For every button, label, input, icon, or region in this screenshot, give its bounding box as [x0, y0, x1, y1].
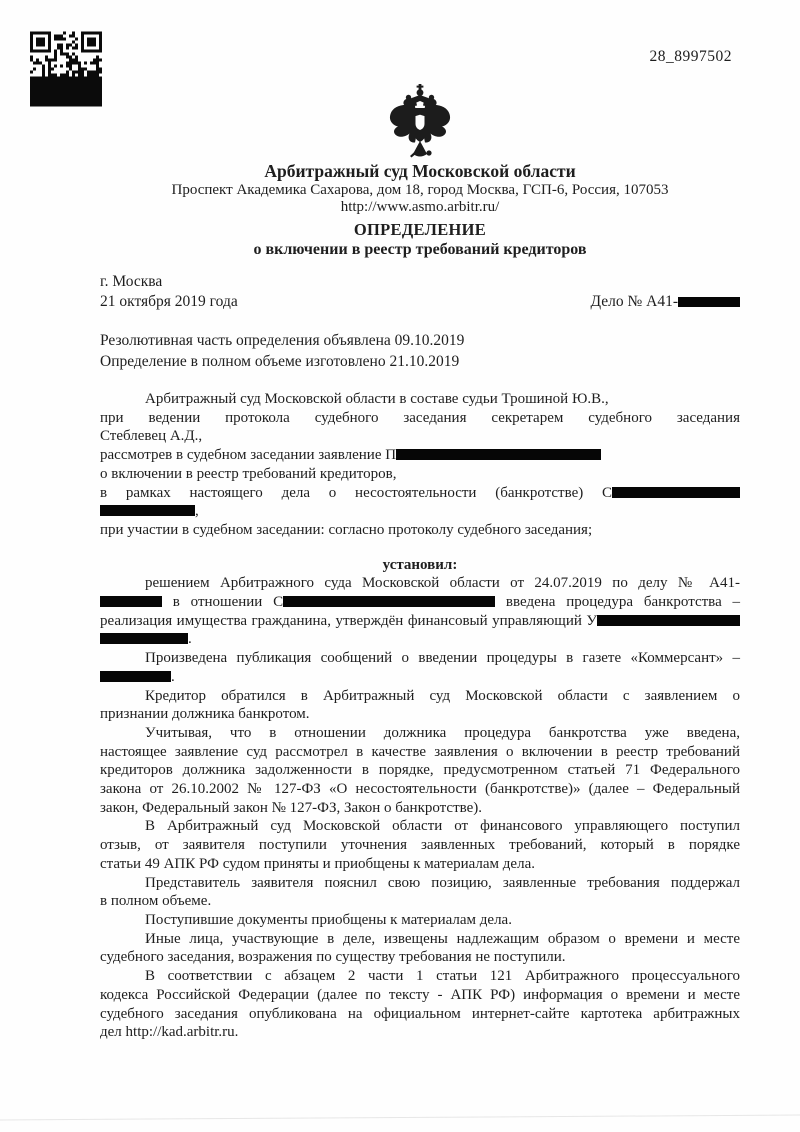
doc-line: настоящее заявление суд рассмотрел в качестве заявления о включении в реестр требований — [100, 743, 740, 760]
doc-line: кодекса Российской Федерации (далее по тексту - АПК РФ) информация о времени и месте — [100, 986, 740, 1003]
doc-line: реализация имущества гражданина, утверждён финансовый управляющий У — [100, 612, 740, 631]
doc-line: кредиторов должника задолженности в порядке, предусмотренном статьей 71 Федерального — [100, 762, 740, 779]
doc-line: . — [100, 630, 740, 649]
doc-line: закона от 26.10.2002 № 127-ФЗ «О несостоятельности (банкротстве)» (далее – Федеральный — [100, 781, 740, 798]
section-heading: установил: — [382, 556, 458, 573]
redaction-bar — [100, 671, 171, 682]
redaction-bar — [100, 596, 162, 607]
resolution-announced-line: Резолютивная часть определения объявлена 09.10.2019 — [100, 332, 465, 349]
doc-line: решением Арбитражного суда Московской области от 24.07.2019 по делу № А41- — [145, 575, 740, 592]
redaction-bar — [100, 505, 195, 516]
doc-line: . — [100, 668, 740, 687]
meta-block — [100, 272, 740, 312]
doc-line: признании должника банкротом. — [100, 706, 310, 723]
qr-code — [30, 31, 102, 107]
doc-line: Учитывая, что в отношении должника процедура банкротства уже введена, — [145, 724, 740, 741]
redaction-bar — [612, 487, 740, 498]
case-number: Дело № А41- — [590, 292, 740, 312]
document-type-title: ОПРЕДЕЛЕНИЕ — [353, 220, 487, 239]
doc-line: Иные лица, участвующие в деле, извещены надлежащим образом о времени и месте — [145, 930, 740, 947]
doc-line: при участии в судебном заседании: согласно протоколу судебного заседания; — [100, 521, 593, 538]
court-website: http://www.asmo.arbitr.ru/ — [340, 199, 500, 215]
doc-line: Стеблевец А.Д., — [100, 428, 203, 445]
doc-line: рассмотрев в судебном заседании заявление П — [100, 446, 740, 465]
doc-line: в отношении С введена процедура банкротства – — [100, 593, 740, 612]
date-line: 21 октября 2019 года — [100, 293, 238, 310]
doc-line: статьи 49 АПК РФ судом приняты и приобщены к материалам дела. — [100, 855, 535, 872]
doc-line: Произведена публикация сообщений о введении процедуры в газете «Коммерсант» – — [145, 650, 740, 667]
court-address: Проспект Академика Сахарова, дом 18, город Москва, ГСП-6, Россия, 107053 — [171, 182, 669, 198]
doc-line: при ведении протокола судебного заседания секретарем судебного заседания — [100, 409, 740, 426]
document-content — [100, 0, 740, 1042]
document-body — [100, 390, 740, 1042]
document-number: 28_8997502 — [649, 48, 732, 65]
city-line: г. Москва — [100, 273, 163, 290]
redaction-bar — [100, 633, 188, 644]
document-subtitle: о включении в реестр требований кредиторов — [253, 241, 587, 258]
scan-artifact-line — [0, 1115, 800, 1121]
doc-line: Представитель заявителя пояснил свою позицию, заявленные требования поддержал — [145, 874, 740, 891]
doc-line: отзыв, от заявителя поступили уточнения заявленных требований, который в порядке — [100, 837, 740, 854]
redaction-bar — [283, 596, 495, 607]
doc-line: Арбитражный суд Московской области в составе судьи Трошиной Ю.В., — [145, 391, 609, 407]
resolution-block — [100, 330, 740, 372]
resolution-made-line: Определение в полном объеме изготовлено 21.10.2019 — [100, 353, 460, 370]
court-name: Арбитражный суд Московской области — [264, 161, 576, 181]
doc-line: судебного заседания, возражения по существу требования не поступили. — [100, 949, 566, 966]
doc-line: в рамках настоящего дела о несостоятельности (банкротстве) С — [100, 484, 740, 503]
doc-line: В соответствии с абзацем 2 части 1 статьи 121 Арбитражного процессуального — [145, 968, 740, 985]
doc-line: судебного заседания опубликована на официальном интернет-сайте картотека арбитражных — [100, 1005, 740, 1022]
coat-of-arms-icon — [386, 84, 454, 160]
doc-line: Кредитор обратился в Арбитражный суд Московской области с заявлением о — [145, 687, 740, 704]
doc-line: дел http://kad.arbitr.ru. — [100, 1024, 239, 1041]
doc-line: о включении в реестр требований кредиторов, — [100, 465, 397, 482]
redaction-bar — [597, 615, 740, 626]
doc-line: в полном объеме. — [100, 893, 212, 910]
doc-line: закон, Федеральный закон № 127-ФЗ, Закон о банкротстве). — [100, 799, 483, 816]
doc-line: Поступившие документы приобщены к материалам дела. — [145, 911, 512, 928]
doc-line: В Арбитражный суд Московской области от финансового управляющего поступил — [145, 818, 740, 835]
redaction-bar — [396, 449, 601, 460]
redaction-bar — [678, 297, 740, 307]
doc-line: , — [100, 502, 740, 521]
